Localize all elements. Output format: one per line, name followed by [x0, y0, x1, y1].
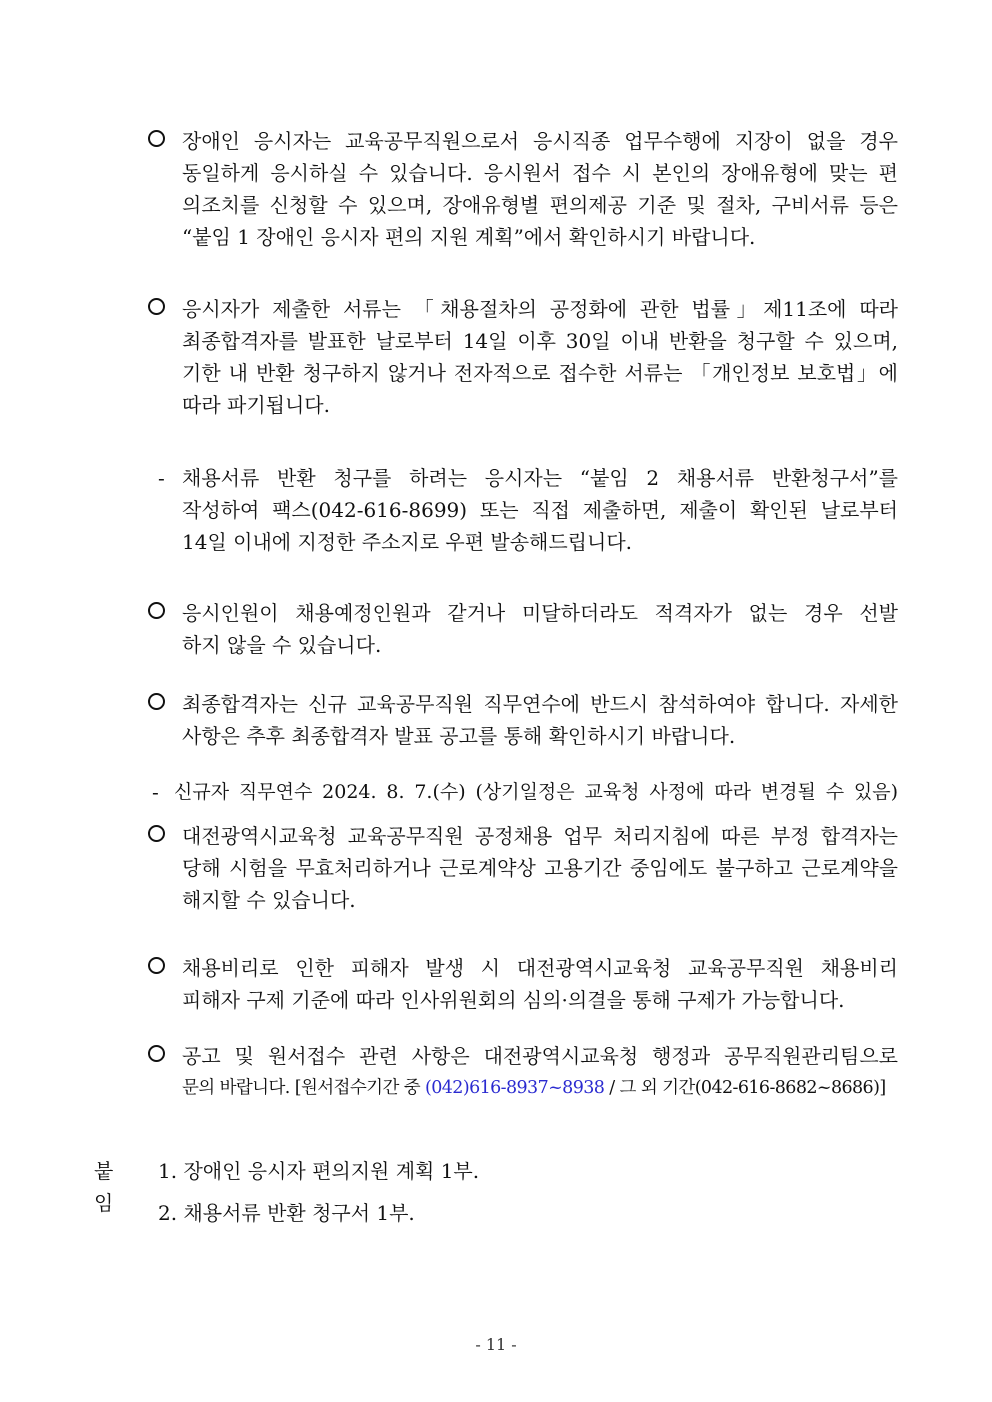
notice-item-contact [148, 1040, 898, 1104]
notice-item-no-qualified [148, 597, 898, 661]
contact-prefix: 문의 바랍니다. [원서접수기간 중 [182, 1078, 426, 1098]
text-line: 해지할 수 있습니다. [182, 888, 356, 912]
notice-item-document-return [148, 293, 898, 421]
text-line: 하지 않을 수 있습니다. [182, 633, 382, 657]
text-line: 공고 및 원서접수 관련 사항은 대전광역시교육청 행정과 공무직원관리팀으로 [182, 1044, 898, 1068]
contact-phone: (042)616-8937~8938 [425, 1078, 605, 1098]
text-line: 응시자가 제출한 서류는 「채용절차의 공정화에 관한 법률」제11조에 따라 [182, 297, 898, 321]
text-line: 채용서류 반환 청구를 하려는 응시자는 “붙임 2 채용서류 반환청구서”를 [182, 466, 898, 490]
text-line: 작성하여 팩스(042-616-8699) 또는 직접 제출하면, 제출이 확인된 날로부터 [182, 498, 898, 522]
text-line: 따라 파기됩니다. [182, 393, 330, 417]
text-line: 응시인원이 채용예정인원과 같거나 미달하더라도 적격자가 없는 경우 선발 [182, 601, 898, 625]
text-line: 당해 시험을 무효처리하거나 근로계약상 고용기간 중임에도 불구하고 근로계약을 [182, 856, 898, 880]
notice-item-fraud [148, 820, 898, 916]
text-line: 의조치를 신청할 수 있으며, 장애유형별 편의제공 기준 및 절차, 구비서류 등은 [182, 193, 898, 217]
text-line: 피해자 구제 기준에 따라 인사위원회의 심의·의결을 통해 구제가 가능합니다. [182, 988, 845, 1012]
page-number: - 11 - [475, 1335, 517, 1354]
text-line: 대전광역시교육청 교육공무직원 공정채용 업무 처리지침에 따른 부정 합격자는 [182, 824, 898, 848]
text-line: 최종합격자를 발표한 날로부터 14일 이후 30일 이내 반환을 청구할 수 있으며, [182, 329, 898, 353]
sub-item-training-date [152, 776, 898, 808]
attachment-item: 2. 채용서류 반환 청구서 1부. [158, 1201, 415, 1225]
text-line: 14일 이내에 지정한 주소지로 우편 발송해드립니다. [182, 530, 632, 554]
circle-bullet-icon [148, 693, 165, 710]
notice-item-training [148, 688, 898, 752]
text-line: 사항은 추후 최종합격자 발표 공고를 통해 확인하시기 바랍니다. [182, 724, 736, 748]
circle-bullet-icon [148, 957, 165, 974]
contact-line [182, 1072, 898, 1104]
circle-bullet-icon [148, 602, 165, 619]
dash-bullet-icon: - [158, 466, 165, 490]
attachment-item: 1. 장애인 응시자 편의지원 계획 1부. [158, 1159, 480, 1183]
text-line: 최종합격자는 신규 교육공무직원 직무연수에 반드시 참석하여야 합니다. 자세한 [182, 692, 898, 716]
dash-bullet-icon: - [152, 780, 159, 804]
text-line: 동일하게 응시하실 수 있습니다. 응시원서 접수 시 본인의 장애유형에 맞는 편 [182, 161, 898, 185]
circle-bullet-icon [148, 1045, 165, 1062]
text-line: 신규자 직무연수 2024. 8. 7.(수) (상기일정은 교육청 사정에 따라 변경될 수 있음) [174, 781, 898, 803]
notice-item-victim-relief [148, 952, 898, 1016]
text-line: 채용비리로 인한 피해자 발생 시 대전광역시교육청 교육공무직원 채용비리 [182, 956, 898, 980]
notice-item-disabled-applicants [148, 125, 898, 253]
text-line: 기한 내 반환 청구하지 않거나 전자적으로 접수한 서류는 「개인정보 보호법」에 [182, 361, 898, 385]
sub-item-return-request [158, 462, 898, 558]
attachments-label: 붙임 [94, 1159, 114, 1215]
circle-bullet-icon [148, 298, 165, 315]
circle-bullet-icon [148, 825, 165, 842]
circle-bullet-icon [148, 130, 165, 147]
contact-suffix: / 그 외 기간(042-616-8682~8686)] [604, 1078, 886, 1098]
text-line: “붙임 1 장애인 응시자 편의 지원 계획”에서 확인하시기 바랍니다. [182, 225, 756, 249]
text-line: 장애인 응시자는 교육공무직원으로서 응시직종 업무수행에 지장이 없을 경우 [182, 129, 898, 153]
